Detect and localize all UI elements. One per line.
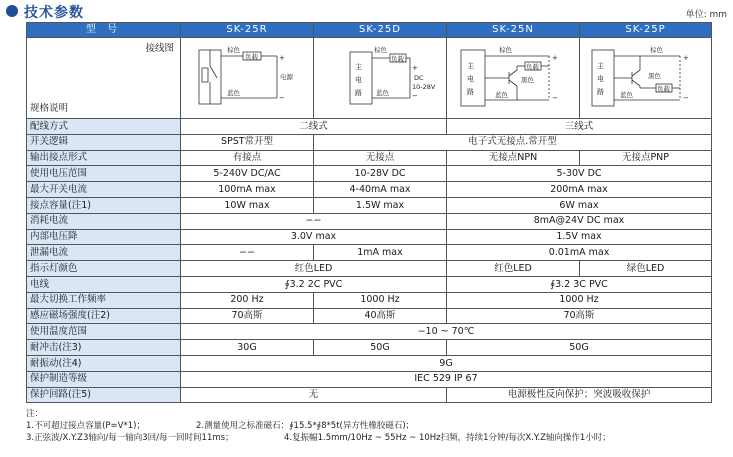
table-row [27, 261, 712, 277]
wiring-diagram-row [27, 38, 712, 119]
cell-value: 电子式无接点.常开型 [314, 134, 712, 150]
cell-value: 有接点 [181, 150, 314, 166]
label-load: 负载 [657, 85, 670, 93]
row-label-consumption: 消耗电流 [27, 213, 181, 229]
cell-value: 30G [181, 340, 314, 356]
body-char-2: 电 [597, 75, 604, 83]
label-brown: 棕色 [227, 46, 240, 54]
table-row [27, 150, 712, 166]
cell-value: 10W max [181, 197, 314, 213]
model-sk25n: SK-25N [447, 23, 580, 38]
label-blue: 蓝色 [620, 91, 633, 99]
row-label-cable: 电线 [27, 276, 181, 292]
cell-value: 200mA max [447, 182, 712, 198]
cell-value: −− [181, 213, 447, 229]
cell-value: ∮3.2 3C PVC [447, 276, 712, 292]
label-minus: − [683, 94, 689, 102]
label-blue: 蓝色 [376, 89, 389, 97]
cell-value: IEC 529 IP 67 [181, 371, 712, 387]
cell-value: 40高斯 [314, 308, 447, 324]
label-load: 负载 [526, 63, 539, 71]
cell-value: 1.5W max [314, 197, 447, 213]
note-1: 1.不可超过接点容量(P=V*1)； [26, 421, 145, 431]
label-black: 黑色 [648, 72, 661, 80]
cell-value: 无 [181, 387, 447, 403]
table-row [27, 197, 712, 213]
body-char-1: 主 [597, 62, 604, 70]
model-header: 型 号 [27, 23, 181, 38]
row-label-logic: 开关逻辑 [27, 134, 181, 150]
cell-value: 200 Hz [181, 292, 314, 308]
label-blue: 蓝色 [495, 91, 508, 99]
row-label-leak: 泄漏电流 [27, 245, 181, 261]
label-plus: + [412, 64, 418, 72]
table-row [27, 324, 712, 340]
body-char-3: 路 [355, 89, 362, 97]
pnp-diagram [580, 38, 712, 118]
label-plus: + [552, 54, 558, 62]
label-black: 黑色 [521, 76, 534, 84]
npn-diagram [447, 38, 580, 118]
table-row [27, 134, 712, 150]
body-char-2: 电 [355, 76, 362, 84]
wiring-diagram-label: 接线图 [145, 43, 174, 54]
cell-value: 无接点 [314, 150, 447, 166]
table-row [27, 182, 712, 198]
body-char-1: 主 [355, 63, 362, 71]
table-row [27, 340, 712, 356]
note-2: 2.测量使用之标准磁石：∮15.5*∮8*5t(异方性橡胶磁石)； [196, 421, 415, 431]
cell-value: 红色LED [181, 261, 447, 277]
body-char-3: 路 [467, 88, 474, 96]
cell-value: 4-40mA max [314, 182, 447, 198]
row-label-ip: 保护制造等级 [27, 371, 181, 387]
label-power: 电源 [280, 73, 293, 81]
cell-value: 50G [314, 340, 447, 356]
cell-value: 50G [447, 340, 712, 356]
row-label-temperature: 使用温度范围 [27, 324, 181, 340]
table-row [27, 292, 712, 308]
cell-value: 无接点NPN [447, 150, 580, 166]
row-label-capacity: 接点容量(注1) [27, 197, 181, 213]
label-dc: DC [414, 74, 424, 82]
cell-value: 0.01mA max [447, 245, 712, 261]
table-row [27, 308, 712, 324]
cell-value: 1mA max [314, 245, 447, 261]
model-sk25r: SK-25R [181, 23, 314, 38]
row-label-freq: 最大切换工作频率 [27, 292, 181, 308]
two-wire-diagram [314, 38, 447, 118]
row-label-protection: 保护回路(注5) [27, 387, 181, 403]
table-row [27, 213, 712, 229]
diagram-row-label [27, 38, 181, 119]
diagram-sk25n [447, 38, 580, 119]
unit-label: 单位: mm [685, 10, 727, 20]
cell-value: −10 ~ 70℃ [181, 324, 712, 340]
cell-value: 6W max [447, 197, 712, 213]
cell-value: 100mA max [181, 182, 314, 198]
note-3: 3.正弦波/X.Y.Z3轴向/每一轴向3回/每一回时间11ms； [26, 433, 234, 443]
label-load: 负载 [391, 55, 404, 63]
label-plus: + [683, 54, 689, 62]
row-label-led: 指示灯颜色 [27, 261, 181, 277]
model-sk25d: SK-25D [314, 23, 447, 38]
note-head: 注： [26, 409, 44, 419]
cell-value: −− [181, 245, 314, 261]
table-row [27, 355, 712, 371]
label-blue: 蓝色 [227, 89, 240, 97]
cell-value: 1.5V max [447, 229, 712, 245]
cell-value: 电源极性反向保护；突波吸收保护 [447, 387, 712, 403]
table-row [27, 276, 712, 292]
label-brown: 棕色 [499, 46, 512, 54]
body-char-3: 路 [597, 88, 604, 96]
row-label-voltage: 使用电压范围 [27, 166, 181, 182]
section-header [4, 2, 729, 22]
spec-table [26, 22, 712, 403]
diagram-sk25r [181, 38, 314, 119]
table-row [27, 371, 712, 387]
row-label-shock: 耐冲击(注3) [27, 340, 181, 356]
row-label-drop: 内部电压降 [27, 229, 181, 245]
cell-value: SPST常开型 [181, 134, 314, 150]
header-row [27, 23, 712, 38]
row-label-vibration: 耐振动(注4) [27, 355, 181, 371]
body-char-1: 主 [467, 62, 474, 70]
cell-value: 70高斯 [447, 308, 712, 324]
label-plus: + [279, 54, 285, 62]
label-minus: − [279, 94, 285, 102]
cell-value: 三线式 [447, 119, 712, 135]
reed-switch-diagram [181, 38, 314, 118]
cell-value: 70高斯 [181, 308, 314, 324]
note-row-2 [26, 432, 611, 444]
cell-value: 9G [181, 355, 712, 371]
table-row [27, 387, 712, 403]
table-row [27, 119, 712, 135]
table-row [27, 166, 712, 182]
footnotes [26, 408, 611, 444]
label-minus: − [552, 94, 558, 102]
model-sk25p: SK-25P [580, 23, 712, 38]
diagram-sk25d [314, 38, 447, 119]
row-label-contact: 输出接点形式 [27, 150, 181, 166]
section-title: 技术参数 [24, 5, 84, 21]
cell-value: 10-28V DC [314, 166, 447, 182]
diagram-sk25p [580, 38, 712, 119]
label-voltage: 10-28V [412, 83, 436, 91]
label-minus: − [412, 92, 418, 100]
cell-value: 红色LED [447, 261, 580, 277]
cell-value: 无接点PNP [580, 150, 712, 166]
cell-value: 1000 Hz [447, 292, 712, 308]
body-char-2: 电 [467, 75, 474, 83]
row-label-wiring: 配线方式 [27, 119, 181, 135]
cell-value: ∮3.2 2C PVC [181, 276, 447, 292]
cell-value: 绿色LED [580, 261, 712, 277]
row-label-current: 最大开关电流 [27, 182, 181, 198]
cell-value: 二线式 [181, 119, 447, 135]
bullet-icon [6, 5, 18, 17]
label-load: 负载 [245, 53, 258, 61]
spec-description-label: 规格说明 [30, 102, 69, 114]
table-row [27, 229, 712, 245]
cell-value: 3.0V max [181, 229, 447, 245]
row-label-sensitivity: 感应磁场强度(注2) [27, 308, 181, 324]
note-row-1 [26, 420, 415, 432]
table-row [27, 245, 712, 261]
label-brown: 棕色 [374, 46, 387, 54]
cell-value: 5-240V DC/AC [181, 166, 314, 182]
cell-value: 8mA@24V DC max [447, 213, 712, 229]
cell-value: 1000 Hz [314, 292, 447, 308]
cell-value: 5-30V DC [447, 166, 712, 182]
label-brown: 棕色 [650, 46, 663, 54]
note-4: 4.复振幅1.5mm/10Hz ~ 55Hz ~ 10Hz扫频，持续1分钟/每次X.Y.Z轴向操作1小时； [284, 433, 611, 443]
